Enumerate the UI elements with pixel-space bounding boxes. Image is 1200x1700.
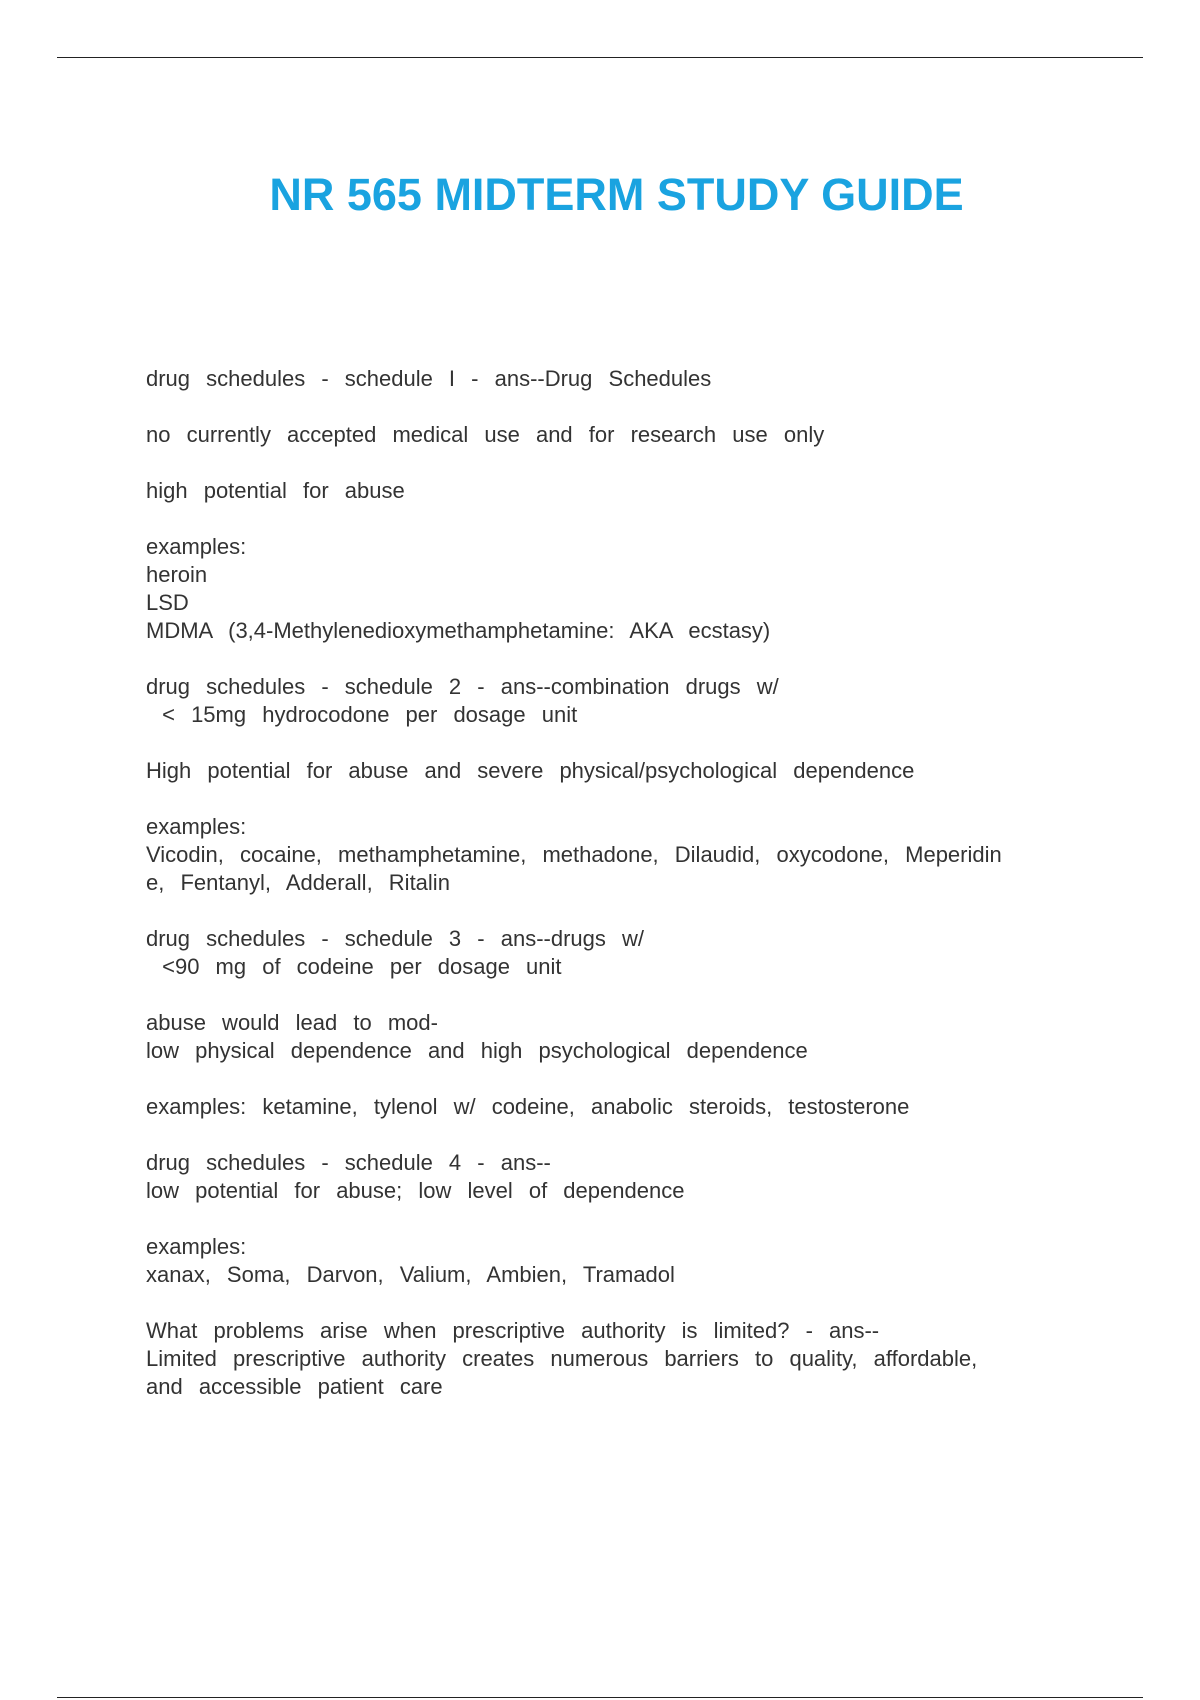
document-body: [146, 365, 1096, 1401]
bottom-rule: [57, 1697, 1143, 1698]
paragraph: [146, 1233, 1096, 1289]
paragraph: [146, 925, 1096, 981]
text-line: drug schedules - schedule 4 - ans--: [146, 1150, 551, 1175]
text-line: no currently accepted medical use and for research use only: [146, 422, 825, 447]
paragraph: [146, 813, 1096, 897]
paragraph: [146, 1149, 1096, 1205]
text-line: LSD: [146, 590, 189, 615]
text-line: examples:: [146, 534, 247, 559]
text-line: high potential for abuse: [146, 478, 405, 503]
text-line: abuse would lead to mod-: [146, 1010, 438, 1035]
text-line: High potential for abuse and severe physical/psychological dependence: [146, 758, 915, 783]
text-line: Limited prescriptive authority creates numerous barriers to quality, affordable,: [146, 1346, 978, 1371]
text-line: low physical dependence and high psychological dependence: [146, 1038, 808, 1063]
text-line: drug schedules - schedule 2 - ans--combination drugs w/: [146, 674, 779, 699]
text-line: e, Fentanyl, Adderall, Ritalin: [146, 870, 450, 895]
text-line: xanax, Soma, Darvon, Valium, Ambien, Tramadol: [146, 1262, 675, 1287]
text-line: drug schedules - schedule I - ans--Drug Schedules: [146, 366, 712, 391]
text-line: drug schedules - schedule 3 - ans--drugs w/: [146, 926, 644, 951]
paragraph: [146, 673, 1096, 729]
paragraph: [146, 421, 1096, 449]
paragraph: [146, 1009, 1096, 1065]
top-rule: [57, 57, 1143, 58]
paragraph: [146, 533, 1096, 645]
text-line: Vicodin, cocaine, methamphetamine, methadone, Dilaudid, oxycodone, Meperidin: [146, 842, 1002, 867]
text-line: < 15mg hydrocodone per dosage unit: [146, 702, 578, 727]
text-line: What problems arise when prescriptive authority is limited? - ans--: [146, 1318, 880, 1343]
text-line: MDMA (3,4-Methylenedioxymethamphetamine: AKA ecstasy): [146, 618, 771, 643]
text-line: examples:: [146, 1234, 247, 1259]
paragraph: [146, 1317, 1096, 1401]
text-line: heroin: [146, 562, 208, 587]
paragraph: [146, 365, 1096, 393]
paragraph: [146, 757, 1096, 785]
text-line: low potential for abuse; low level of dependence: [146, 1178, 685, 1203]
paragraph: [146, 477, 1096, 505]
text-line: and accessible patient care: [146, 1374, 443, 1399]
text-line: <90 mg of codeine per dosage unit: [146, 954, 562, 979]
text-line: examples: ketamine, tylenol w/ codeine, anabolic steroids, testosterone: [146, 1094, 910, 1119]
page-title: NR 565 MIDTERM STUDY GUIDE: [269, 169, 964, 220]
text-line: examples:: [146, 814, 247, 839]
paragraph: [146, 1093, 1096, 1121]
